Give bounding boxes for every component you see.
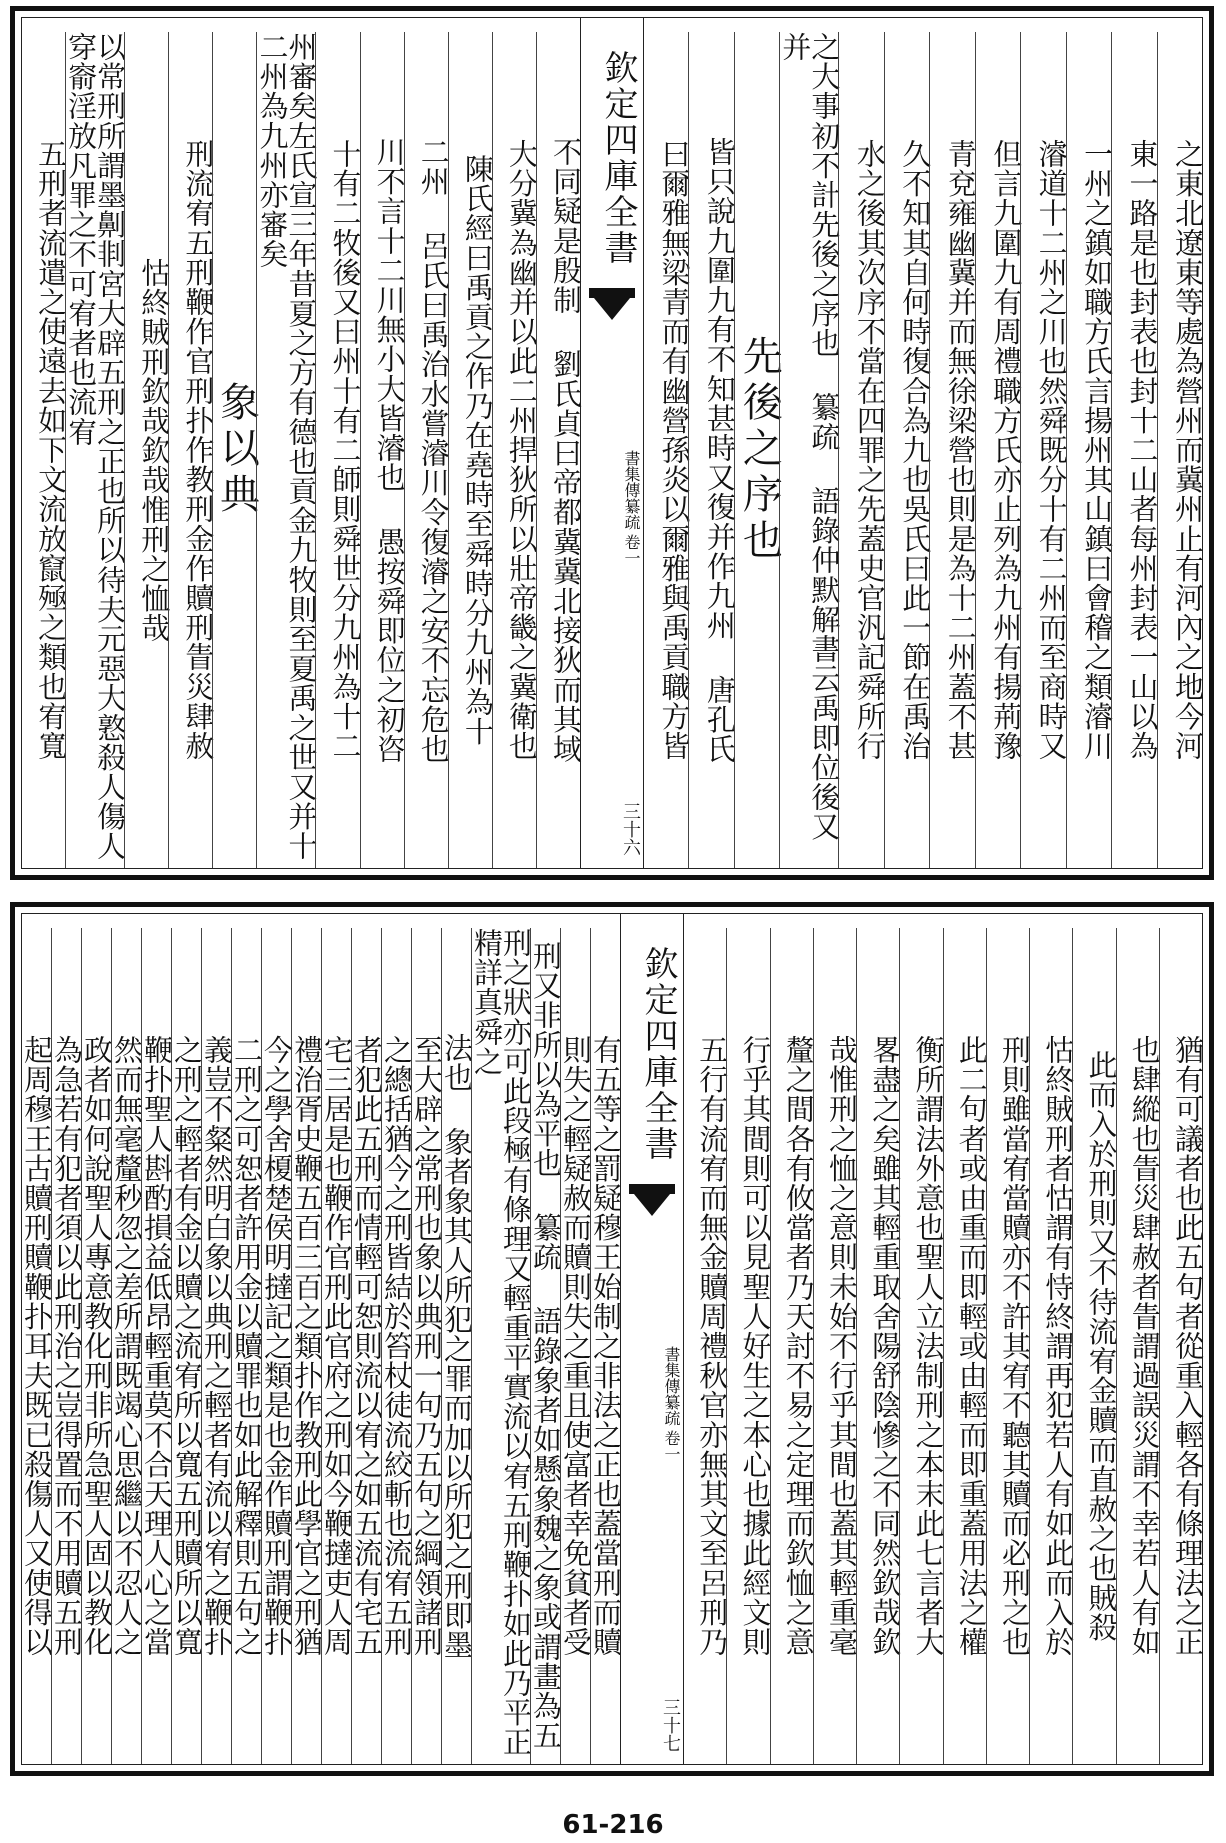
volume-label: 卷一 [622,534,641,566]
page-number: 61-216 [562,1810,664,1840]
text-column: 此二句者或由重而即輕或由輕而即重蓋用法之權 [943,928,986,1764]
bottom-spine [620,914,684,1764]
text-column: 但言九圍九有周禮職方氏亦止列為九州有揚荊豫 [975,32,1020,868]
text-column: 為急若有犯者須以此刑治之豈得置而不用贖五刑 [51,928,81,1764]
text-column: 川不言十二川無小大皆濬也 愚按舜即位之初咨 [360,32,404,868]
text-column: 怙終賊刑者怙謂有恃終謂再犯若人有如此而入於 [1029,928,1072,1764]
text-column: 皆只說九圍九有不知甚時又復并作九州 唐孔氏 [688,32,733,868]
text-column: 刑之狀亦可此段極有條理又輕重平實流以宥五刑鞭扑如此乃平正精詳真舜之 [471,928,530,1764]
text-column: 五刑者流遣之使遠去如下文流放竄殛之類也宥寬 [34,139,69,761]
text-column: 釐之間各有攸當者乃天討不易之定理而欽恤之意 [770,928,813,1764]
text-column: 然而無毫釐秒忽之差所謂既竭心思繼以不忍人之 [111,928,141,1764]
top-left-half [22,18,583,868]
text-column: 之刑之輕者有金以贖之流宥所以寬五刑贖所以寬 [171,928,201,1764]
text-column: 宅三居是也鞭作官刑此官府之刑如今鞭撻吏人周 [321,928,351,1764]
text-column: 政者如何說聖人專意教化刑非所急聖人固以教化 [81,928,111,1764]
text-column: 此而入於刑則又不待流宥金贖而直赦之也賊殺 [1072,928,1115,1764]
top-page [10,6,1214,880]
volume-label: 卷一 [662,1430,681,1462]
text-column: 二刑之可恕者許用金以贖罪也如此解釋則五句之 [231,928,261,1764]
folio-number: 三十六 [620,802,641,856]
text-column: 十有二牧後又曰州十有二師則舜世分九州為十二 [315,32,359,868]
text-column: 起周穆王古贖刑贖鞭扑耳夫既已殺傷人又使得以 [20,1035,54,1657]
text-column: 至大辟之常刑也象以典刑一句乃五句之綱領諸刑 [411,928,441,1764]
text-column: 行乎其間則可以見聖人好生之本心也據此經文則 [726,928,769,1764]
top-right-half [644,18,1205,868]
text-column: 有五等之罰疑穆王始制之非法之正也蓋當刑而贖 [590,928,620,1764]
text-column: 猶有可議者也此五句者從重入輕各有條理法之正 [1159,928,1202,1764]
library-title: 欽定四庫全書 [638,946,678,1162]
book-info [581,358,643,658]
book-title: 書集傳纂疏 [622,450,641,530]
text-column: 象以典 [212,32,256,868]
text-column: 一州之鎮如職方氏言揚州其山鎮曰會稽之類濬川 [1066,32,1111,868]
text-column: 水之後其次序不當在四罪之先蓋史官汎記舜所行 [838,32,883,868]
text-column: 五行有流宥而無金贖周禮秋官亦無其文至呂刑乃 [695,1035,730,1657]
text-column: 畧盡之矣雖其輕重取舍陽舒陰慘之不同然欽哉欽 [856,928,899,1764]
text-column: 鞭扑聖人斟酌損益低昂輕重莫不合天理人心之當 [141,928,171,1764]
bottom-page [10,902,1214,1776]
bottom-page-frame [21,913,1203,1765]
text-column: 怙終賊刑欽哉欽哉惟刑之恤哉 [124,32,168,868]
text-column: 之大事初不計先後之序也 纂疏 語錄仲默解書云禹即位後又并 [779,32,838,868]
text-column: 陳氏經曰禹貢之作乃在堯時至舜時分九州為十 [448,32,492,868]
text-column: 二州 呂氏曰禹治水嘗濬川令復濬之安不忘危也 [404,32,448,868]
text-column: 濬道十二州之川也然舜既分十有二州而至商時又 [1020,32,1065,868]
text-column: 刑流宥五刑鞭作官刑扑作教刑金作贖刑眚災肆赦 [168,32,212,868]
text-column: 不同疑是殷制 劉氏貞曰帝都冀冀北接狄而其域 [536,32,580,868]
book-info [621,1254,683,1554]
text-column: 法也 象者象其人所犯之罪而加以所犯之刑即墨 [441,928,471,1764]
text-column: 以常刑所謂墨劓剕宮大辟五刑之正也所以待夫元惡大憝殺人傷人穿窬淫放凡罪之不可宥者也流宥 [65,32,124,868]
text-column: 刑又非所以為平也 纂疏 語錄象者如懸象魏之象或謂畫為五 [530,928,560,1764]
text-column: 義豈不粲然明白象以典刑之輕者有流以宥之鞭扑 [201,928,231,1764]
bottom-right-half [684,914,1205,1764]
bottom-left-half [20,914,623,1764]
text-column: 大分冀為幽并以此二州捍狄所以壯帝畿之冀衛也 [492,32,536,868]
text-column: 衡所謂法外意也聖人立法制刑之本末此七言者大 [899,928,942,1764]
text-column: 禮治胥史鞭五百三百之類扑作教刑此學官之刑猶 [291,928,321,1764]
text-column: 者犯此五刑而情輕可恕則流以宥之如五流有宅五 [351,928,381,1764]
folio-number: 三十七 [660,1698,681,1752]
top-page-frame [21,17,1203,869]
text-column: 先後之序也 [734,32,779,868]
text-column: 青兗雍幽冀并而無徐梁營也則是為十二州蓋不甚 [929,32,974,868]
fishtail-mark [629,1184,675,1232]
top-spine [580,18,644,868]
book-title: 書集傳纂疏 [662,1346,681,1426]
text-column: 刑則雖當宥當贖亦不許其宥不聽其贖而必刑之也 [986,928,1029,1764]
fishtail-mark [589,288,635,336]
text-column: 曰爾雅無梁青而有幽營孫炎以爾雅與禹貢職方皆 [657,139,692,761]
library-title: 欽定四庫全書 [598,50,638,266]
text-column: 哉惟刑之恤之意則未始不行乎其間也蓋其輕重毫 [813,928,856,1764]
text-column: 今之學舍榎楚侯明撻記之類是也金作贖刑謂鞭扑 [261,928,291,1764]
text-column: 之東北遼東等處為營州而冀州止有河內之地今河 [1157,32,1202,868]
text-column: 也肆縱也眚災肆赦者眚謂過誤災謂不幸若人有如 [1116,928,1159,1764]
text-column: 之總括猶今之刑皆結於笞杖徒流絞斬也流宥五刑 [381,928,411,1764]
text-column: 州審矣左氏宣三年昔夏之方有德也貢金九牧則至夏禹之世又并十二州為九州亦審矣 [256,32,315,868]
text-column: 則失之輕疑赦而贖則失之重且使富者幸免貧者受 [560,928,590,1764]
text-column: 久不知其自何時復合為九也吳氏曰此一節在禹治 [884,32,929,868]
text-column: 東一路是也封表也封十二山者每州封表一山以為 [1111,32,1156,868]
